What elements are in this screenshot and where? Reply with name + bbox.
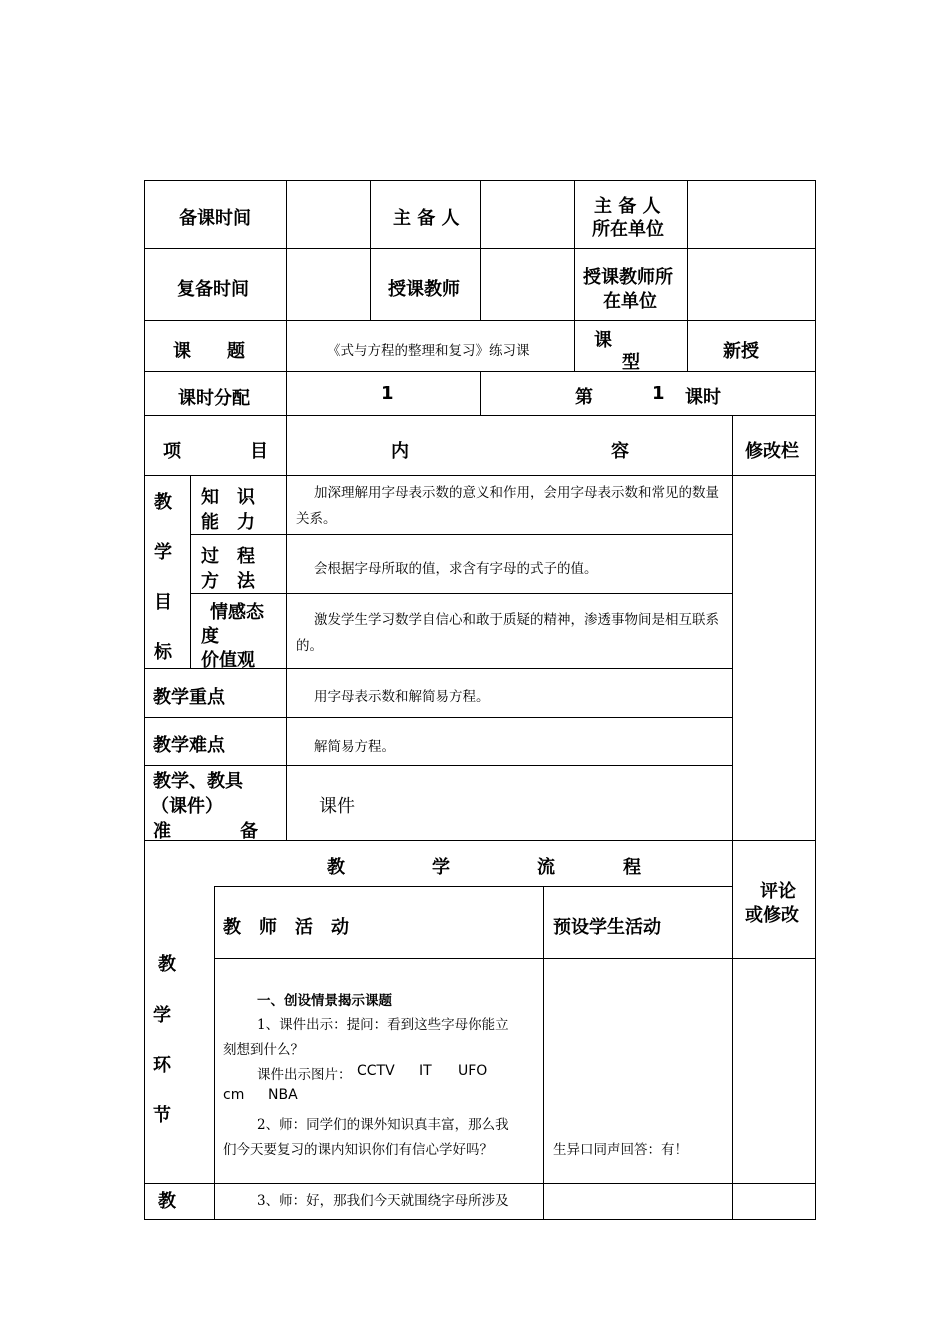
next-flow-side-char: 教 [158,1191,176,1212]
student-activity-label: 预设学生活动 [553,917,661,938]
abbreviation-ufo: UFO [458,1063,488,1079]
type-label-line2: 型 [622,352,640,373]
tools-text: 课件 [319,796,355,817]
flow-side-char-1: 教 [158,954,176,975]
emotion-label-line2: 度 [201,626,219,647]
flow-title-char-2: 学 [432,857,450,878]
student-answer: 生异口同声回答：有！ [553,1142,688,1158]
abbreviation-cm: cm [223,1087,245,1103]
lesson-suffix: 课时 [685,387,721,408]
comment-label-line1: 评论 [760,881,796,902]
objectives-side-char-4: 标 [154,642,172,663]
knowledge-label-line2: 能 力 [201,512,255,533]
comment-label-line2: 或修改 [745,905,799,926]
focus-label: 教学重点 [153,687,225,708]
lead-unit-label-line1: 主 备 人 [594,196,661,217]
step3-line1: 3、师：好，那我们今天就围绕字母所涉及 [257,1193,509,1209]
step1-line1: 1、课件出示：提问：看到这些字母你能立 [257,1017,509,1033]
periods-value: 1 [381,383,394,404]
step2-line2: 们今天要复习的课内知识你们有信心学好吗？ [223,1142,493,1158]
teacher-unit-label-line2: 在单位 [603,291,657,312]
emotion-label-line1: 情感态 [210,602,264,623]
lead-unit-label-line2: 所在单位 [592,219,664,240]
periods-label: 课时分配 [178,388,250,409]
teacher-label: 授课教师 [388,279,460,300]
tools-label-line3a: 准 [153,821,171,842]
teacher-activity-label: 教 师 活 动 [223,917,349,938]
process-objective-text: 会根据字母所取的值，求含有字母的式子的值。 [314,561,598,577]
flow-title-char-3: 流 [537,857,555,878]
topic-value: 《式与方程的整理和复习》练习课 [327,343,530,359]
review-time-label: 复备时间 [177,279,249,300]
tools-label-line2: （课件） [151,796,223,817]
emotion-label-line3: 价值观 [201,650,255,671]
type-label-line1: 课 [594,330,612,351]
process-label-line1: 过 程 [201,546,255,567]
flow-side-char-2: 学 [153,1005,171,1026]
flow-title-char-1: 教 [327,857,345,878]
objectives-side-char-3: 目 [154,592,172,613]
item-label-1: 项 [163,441,181,462]
type-value: 新授 [723,341,759,362]
process-label-line2: 方 法 [201,571,255,592]
difficulty-text: 解简易方程。 [314,739,395,755]
difficulty-label: 教学难点 [153,735,225,756]
abbreviation-it: IT [419,1063,432,1079]
lesson-prefix: 第 [575,387,593,408]
teacher-unit-label-line1: 授课教师所 [583,267,673,288]
tools-label-line3b: 备 [240,821,258,842]
abbreviation-cctv: CCTV [357,1063,395,1079]
tools-label-line1: 教学、教具 [153,771,243,792]
step-heading: 一、创设情景揭示课题 [257,993,392,1009]
topic-label: 课 题 [173,341,245,362]
objectives-side-char-2: 学 [154,542,172,563]
step2-line1: 2、师：同学们的课外知识真丰富，那么我 [257,1117,509,1133]
content-label-2: 容 [611,441,629,462]
lesson-number: 1 [652,383,665,404]
prep-time-label: 备课时间 [179,208,251,229]
lead-preparer-label: 主 备 人 [393,208,460,229]
flow-side-char-4: 节 [153,1105,171,1126]
emotion-objective-text: 激发学生学习数学自信心和敢于质疑的精神，渗透事物间是相互联系的。 [296,612,719,654]
item-label-2: 目 [250,441,268,462]
knowledge-objective-text: 加深理解用字母表示数的意义和作用，会用字母表示数和常见的数量关系。 [296,485,719,527]
flow-title-char-4: 程 [623,857,641,878]
step1-line2: 刻想到什么？ [223,1042,304,1058]
revise-column-label: 修改栏 [745,441,799,462]
objectives-side-char-1: 教 [154,492,172,513]
abbreviation-nba: NBA [268,1087,298,1103]
flow-side-char-3: 环 [153,1055,171,1076]
content-label-1: 内 [391,441,409,462]
knowledge-label-line1: 知 识 [201,487,255,508]
focus-text: 用字母表示数和解简易方程。 [314,689,490,705]
step1-pictures-label: 课件出示图片： [257,1067,352,1083]
